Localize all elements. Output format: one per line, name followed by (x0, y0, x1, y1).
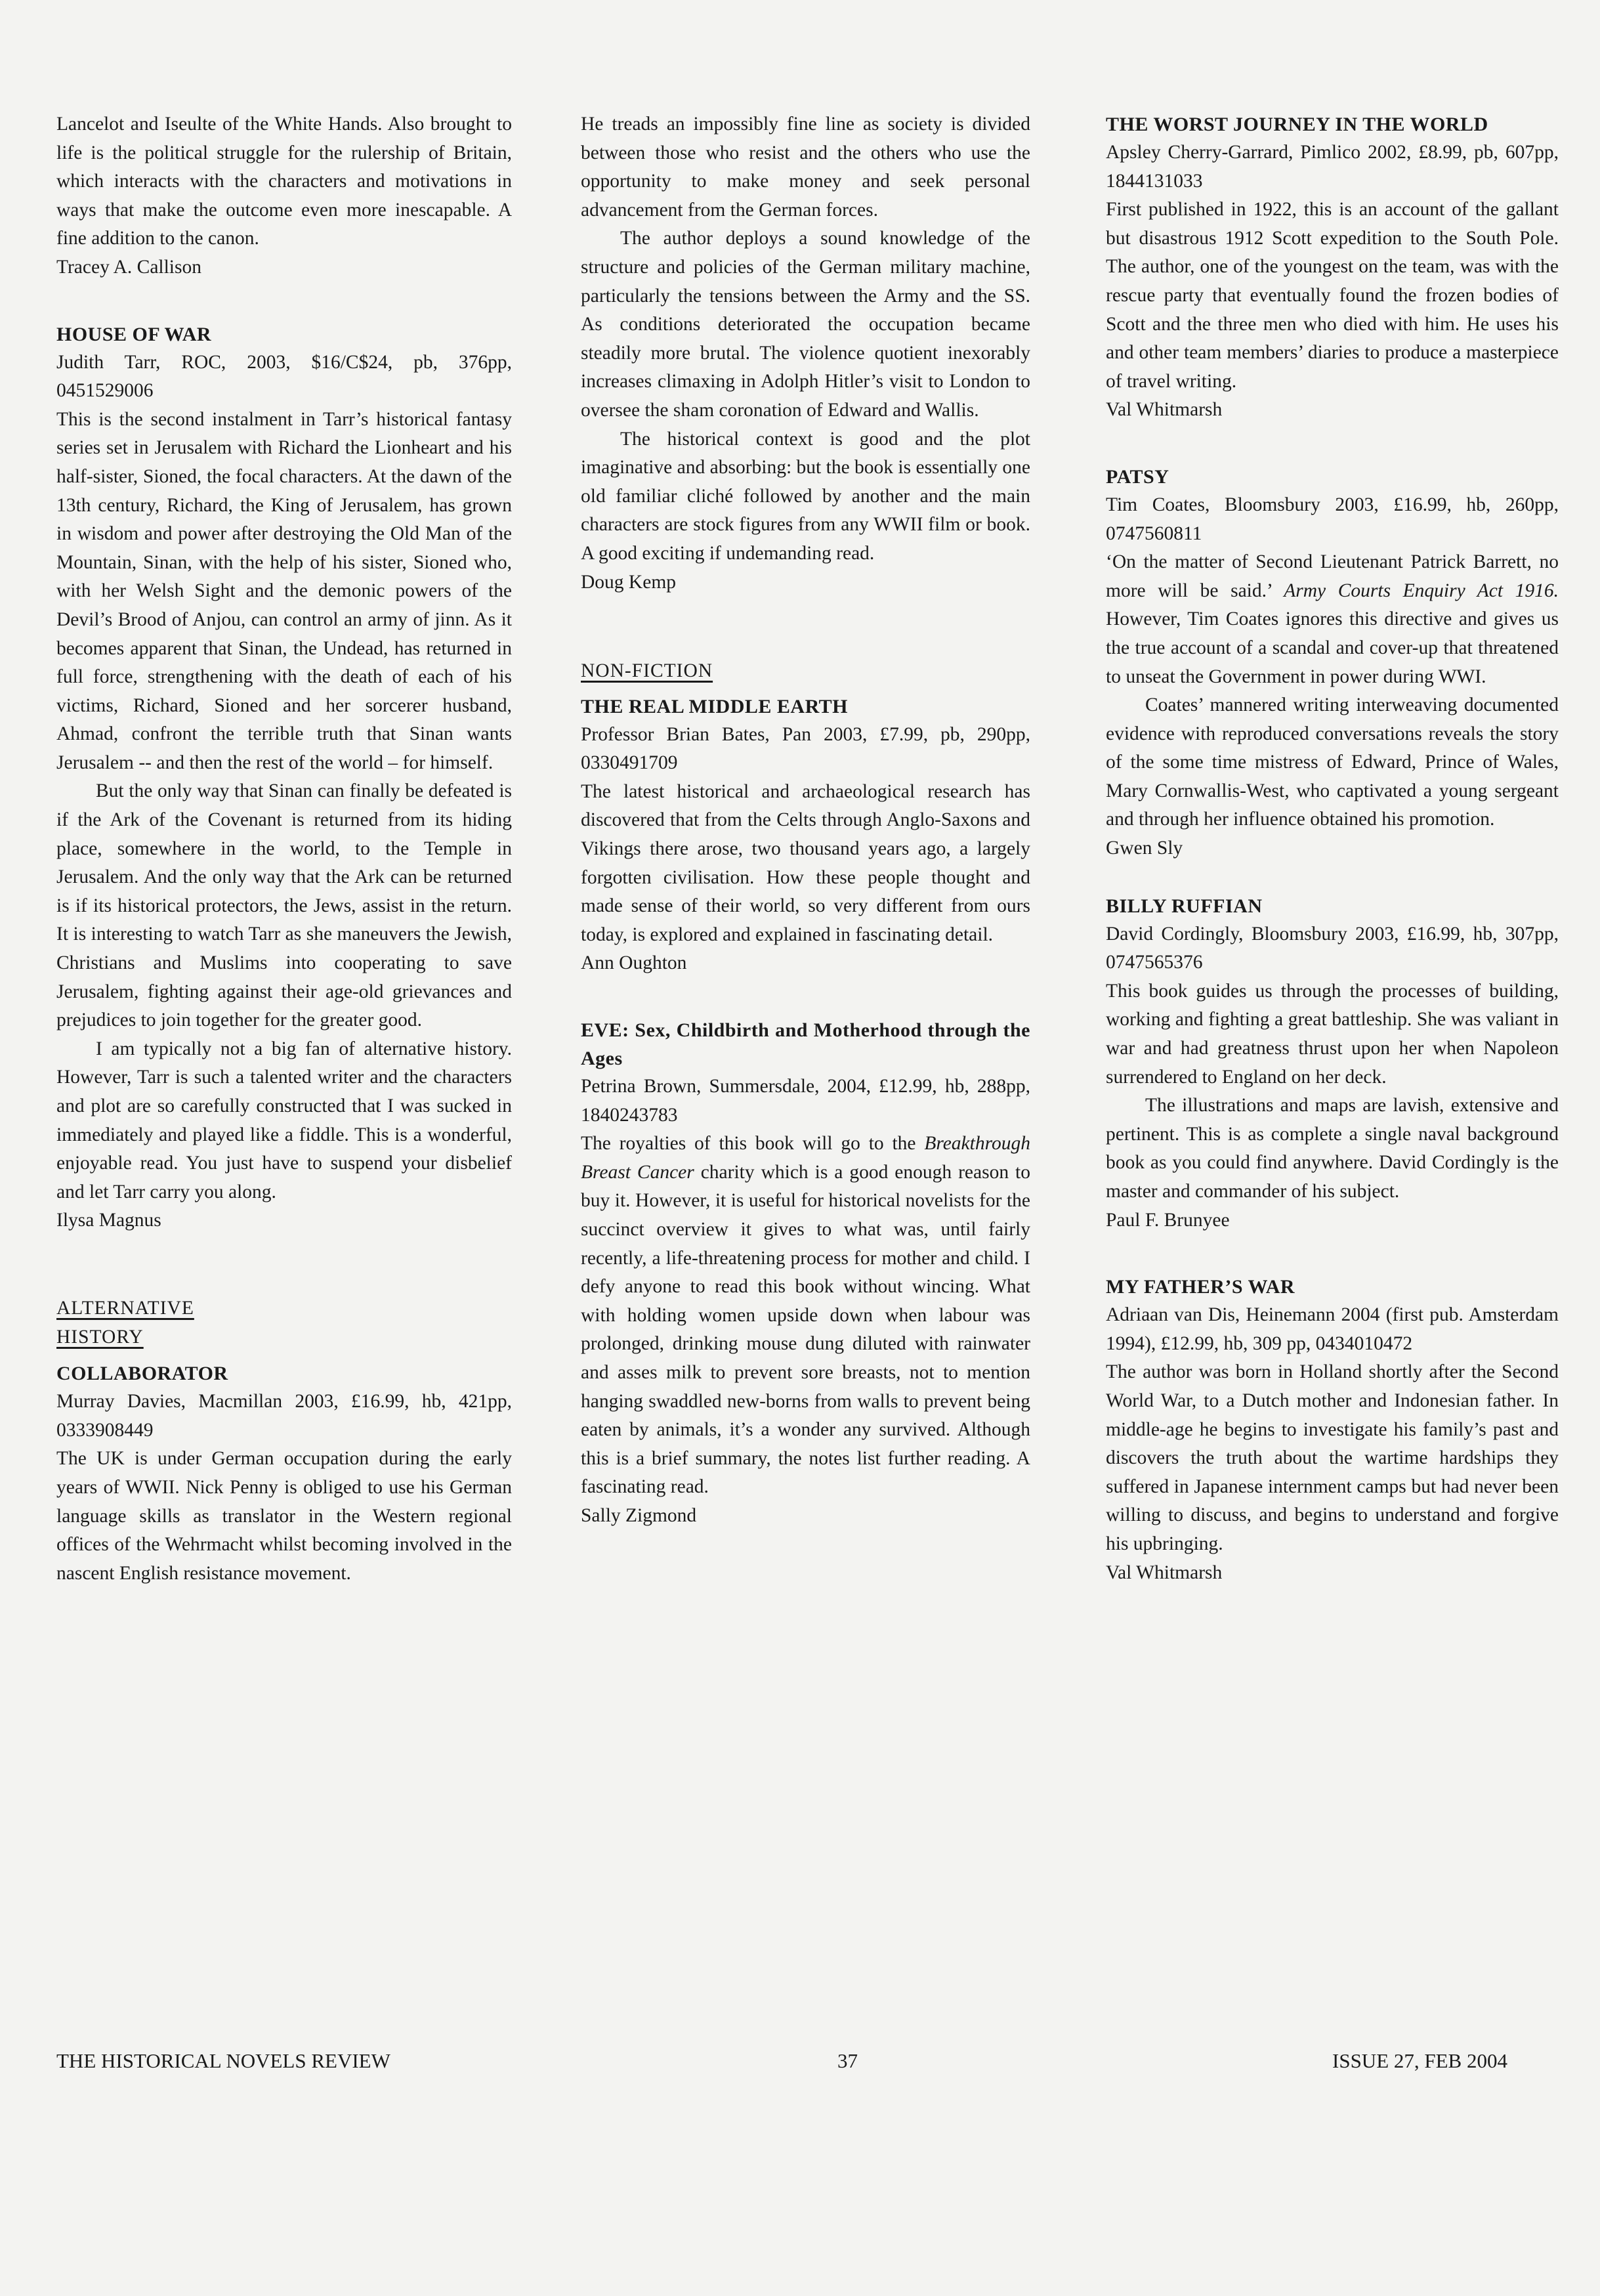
reviewer-name: Val Whitmarsh (1106, 1562, 1223, 1583)
review-real-middle-earth (581, 692, 1030, 978)
book-details: Professor Brian Bates, Pan 2003, £7.99, pb, 290pp, 0330491709 (581, 723, 1030, 774)
review-paragraph: The historical context is good and the plot imaginative and absorbing: but the book is essentially one old familiar cliché followed by another and the main characters are stock figures from any WWII film or book. A good exciting if undemanding read. (581, 428, 1030, 564)
review-title: THE WORST JOURNEY IN THE WORLD (1106, 114, 1488, 135)
section-heading-non-fiction: NON-FICTION (581, 660, 713, 682)
review-paragraph: The author deploys a sound knowledge of the structure and policies of the German military machine, particularly the tensions between the Army and the SS. As conditions deteriorated the occupation became steadily more brutal. The violence quotient inexorably increases climaxing in Adolph Hitler’s visit to London to oversee the sham coronation of Edward and Wallis. (581, 228, 1030, 421)
reviewer-name: Val Whitmarsh (1106, 399, 1223, 421)
book-details: Apsley Cherry-Garrard, Pimlico 2002, £8.99, pb, 607pp, 1844131033 (1106, 142, 1559, 192)
review-title: BILLY RUFFIAN (1106, 895, 1263, 917)
reviewer-name: Paul F. Brunyee (1106, 1209, 1230, 1231)
review-title: PATSY (1106, 465, 1169, 488)
review-eve (581, 1016, 1030, 1531)
review-title: COLLABORATOR (56, 1363, 228, 1385)
text-run: charity which is a good enough reason to buy it. However, it is useful for historical novelists for the succinct overview it gives to what was, until fairly recently, a life-threatening process for mother and child. I defy anyone to read this book without wincing. What with holding women upside down when labour was prolonged, drinking mouse dung diluted with rainwater and asses milk to prevent sore breasts, not to mention hanging swaddled new-borns from walls to prevent being eaten by animals, it’s a wonder any survived. Although this is a brief summary, the notes list further reading. A fascinating read. (581, 1161, 1030, 1498)
book-details: Tim Coates, Bloomsbury 2003, £16.99, hb, 260pp, 0747560811 (1106, 494, 1559, 544)
review-paragraph: Coates’ mannered writing interweaving documented evidence with reproduced conversations reveals the story of the some time mistress of Edward, Prince of Wales, Mary Cornwallis-West, who captivated a young sergeant and through her influence obtained his promotion. (1106, 694, 1559, 830)
reviewer-name: Doug Kemp (581, 571, 677, 593)
book-details: Judith Tarr, ROC, 2003, $16/C$24, pb, 376pp, 0451529006 (56, 351, 512, 402)
review-paragraph: The UK is under German occupation during the early years of WWII. Nick Penny is obliged to use his German language skills as translator in the Western regional offices of the Wehrmacht whilst becoming involved in the nascent English resistance movement. (56, 1448, 512, 1584)
review-title: HOUSE OF WAR (56, 323, 212, 345)
review-paragraph: This book guides us through the processes of building, working and fighting a great battleship. She was valiant in war and had greatness thrust upon her when Napoleon surrendered to England on her deck. (1106, 980, 1559, 1088)
review-title: MY FATHER’S WAR (1106, 1276, 1295, 1298)
footer-issue: ISSUE 27, FEB 2004 (1332, 2049, 1507, 2072)
reviewer-name: Sally Zigmond (581, 1504, 697, 1526)
review-paragraph (581, 1130, 1030, 1502)
section-heading-line: HISTORY (56, 1326, 144, 1348)
charity-name: Breakthrough Breast Cancer (581, 1133, 1030, 1183)
review-patsy (1106, 463, 1559, 863)
review-title: EVE: Sex, Childbirth and Motherhood through the Ages (581, 1019, 1030, 1070)
review-paragraph: He treads an impossibly fine line as society is divided between those who resist and the others who use the opportunity to make money and seek personal advancement from the German forces. (581, 114, 1030, 221)
review-paragraph: The latest historical and archaeological research has discovered that from the Celts through Anglo-Saxons and Vikings there arose, two thousand years ago, a largely forgotten civilisation. How these people thought and made sense of their world, so very different from ours today, is explored and explained in fascinating detail. (581, 780, 1030, 945)
section-heading-alternative-history (56, 1294, 512, 1351)
act-citation: Army Courts Enquiry Act 1916. (1284, 580, 1559, 601)
reviewer-name: Ilysa Magnus (56, 1210, 161, 1231)
review-house-of-war (56, 320, 512, 1235)
column-3 (1106, 110, 1559, 1587)
footer-publication: THE HISTORICAL NOVELS REVIEW (56, 2049, 390, 2072)
review-paragraph: This is the second instalment in Tarr’s historical fantasy series set in Jerusalem with Richard the Lionheart and his half-sister, Sioned, the focal characters. At the dawn of the 13th century, Richard, the King of Jerusalem, has grown in wisdom and power after destroying the Old Man of the Mountain, Sinan, with the help of his sister, Sioned who, with her Welsh Sight and the demonic powers of the Devil’s Brood of Anjou, can control an army of jinn. As it becomes apparent that Sinan, the Undead, has returned in full force, strengthening with the death of each of his victims, Richard, Sioned and her sorcerer husband, Ahmad, confront the terrible truth that Sinan wants Jerusalem -- and then the rest of the world – for himself. (56, 408, 512, 773)
text-run: The royalties of this book will go to the (581, 1133, 925, 1155)
book-details: Adriaan van Dis, Heinemann 2004 (first pub. Amsterdam 1994), £12.99, hb, 309 pp, 0434010472 (1106, 1304, 1559, 1354)
book-details: Murray Davies, Macmillan 2003, £16.99, hb, 421pp, 0333908449 (56, 1391, 512, 1441)
review-paragraph: The author was born in Holland shortly after the Second World War, to a Dutch mother and Indonesian father. In middle-age he begins to investigate his family’s past and discovers the truth about the wartime hardships they suffered in Japanese internment camps but had never been willing to discuss, and begins to understand and forgive his upbringing. (1106, 1361, 1559, 1554)
text-run: However, Tim Coates ignores this directive and gives us the true account of a scandal and cover-up that threatened to unseat the Government in power during WWI. (1106, 608, 1559, 687)
review-paragraph: I am typically not a big fan of alternative history. However, Tarr is such a talented writer and the characters and plot are so carefully constructed that I was sucked in immediately and played like a fiddle. This is a wonderful, enjoyable read. You just have to suspend your disbelief and let Tarr carry you along. (56, 1038, 512, 1202)
review-paragraph: First published in 1922, this is an account of the gallant but disastrous 1912 Scott expedition to the South Pole. The author, one of the youngest on the team, was with the rescue party that eventually found the frozen bodies of Scott and the three men who died with him. He uses his and other team members’ diaries to produce a masterpiece of travel writing. (1106, 199, 1559, 392)
review-paragraph (1106, 548, 1559, 691)
review-collaborator (56, 1359, 512, 1588)
column-1 (56, 110, 512, 1588)
review-billy-ruffian (1106, 892, 1559, 1235)
review-continuation: Lancelot and Iseulte of the White Hands. Also brought to life is the political struggle for the rulership of Britain, which interacts with the characters and motivations in ways that make the outcome even more inescapable. A fine addition to the canon. (56, 114, 512, 249)
book-details: David Cordingly, Bloomsbury 2003, £16.99, hb, 307pp, 0747565376 (1106, 923, 1559, 973)
reviewer-name: Tracey A. Callison (56, 256, 201, 278)
book-details: Petrina Brown, Summersdale, 2004, £12.99, hb, 288pp, 1840243783 (581, 1076, 1030, 1126)
review-my-fathers-war (1106, 1273, 1559, 1587)
review-paragraph: The illustrations and maps are lavish, extensive and pertinent. This is as complete a single naval background book as you could find anywhere. David Cordingly is the master and commander of his subject. (1106, 1095, 1559, 1202)
column-2 (581, 110, 1030, 1531)
reviewer-name: Ann Oughton (581, 952, 687, 974)
section-heading-line: ALTERNATIVE (56, 1297, 194, 1319)
footer-page-number: 37 (837, 2049, 858, 2072)
reviewer-name: Gwen Sly (1106, 838, 1183, 859)
review-paragraph: But the only way that Sinan can finally be defeated is if the Ark of the Covenant is returned from its hiding place, somewhere in the world, to the Temple in Jerusalem. And the only way that the Ark can be returned is if its historical protectors, the Jews, assist in the return. It is interesting to watch Tarr as she maneuvers the Jewish, Christians and Muslims into cooperating to save Jerusalem, fighting against their age-old grievances and prejudices to join together for the greater good. (56, 780, 512, 1031)
text-run: ‘On the matter of Second Lieutenant Patrick Barrett, no more will be said.’ (1106, 551, 1559, 601)
review-worst-journey (1106, 110, 1559, 425)
review-title: THE REAL MIDDLE EARTH (581, 695, 849, 717)
